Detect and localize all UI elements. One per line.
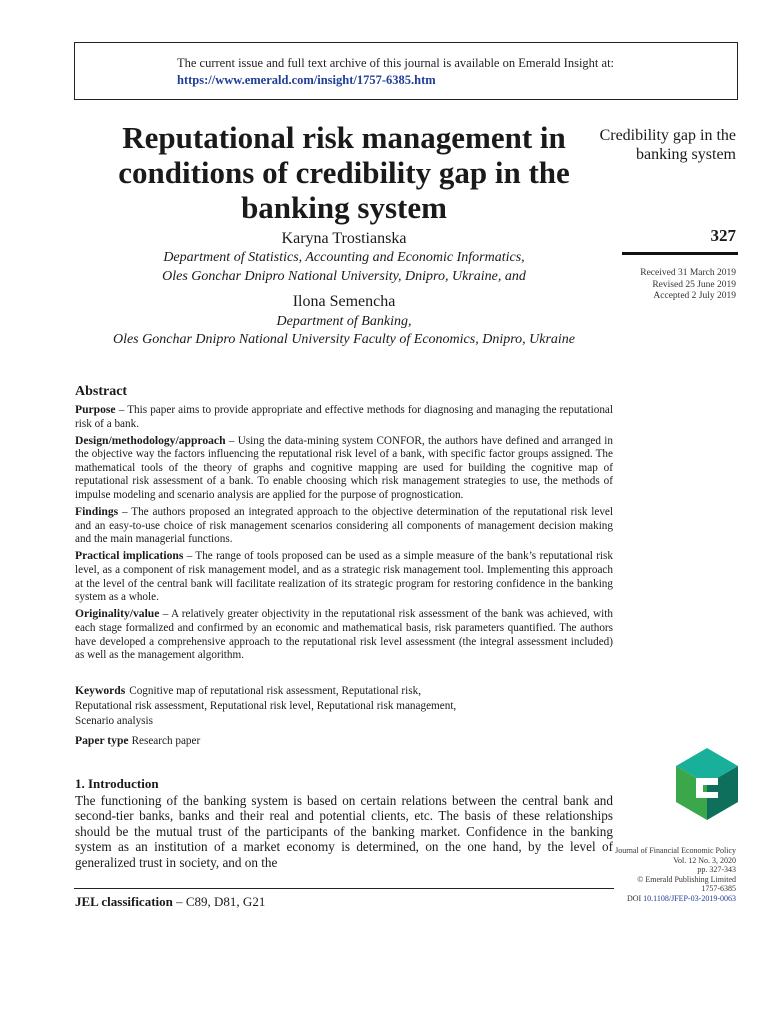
journal-issn: 1757-6385 — [701, 884, 736, 894]
submission-dates — [640, 268, 736, 303]
author-affiliation-1a: Department of Statistics, Accounting and Economic Informatics, — [163, 250, 525, 265]
jel-label: JEL classification — [75, 894, 173, 909]
abstract-practical-implications — [75, 549, 613, 604]
abstract-section-text: – This paper aims to provide appropriate and effective methods for diagnosing and managing the reputational risk of a bank. — [75, 404, 613, 430]
footer-divider — [74, 888, 614, 889]
introduction-heading: 1. Introduction — [75, 776, 159, 791]
page-number-rule — [622, 252, 738, 255]
journal-pages: pp. 327-343 — [697, 865, 736, 875]
abstract-originality — [75, 607, 613, 662]
abstract-section-text: – The authors proposed an integrated approach to the objective determination of the reputational risk level and an easy-to-use choice of risk management scenarios considering all components of management decision making and the main managerial functions. — [75, 506, 613, 546]
abstract-findings — [75, 505, 613, 547]
archive-notice-text: The current issue and full text archive of this journal is available on Emerald Insight at: — [177, 56, 615, 70]
doi-label: DOI — [626, 893, 642, 903]
abstract-section-text: – A relatively greater objectivity in the reputational risk assessment of the bank was achieved, with each stage formalized and confirmed by an economic and mathematical basis, risk parameters quantified. The authors have developed a comprehensive approach to the reputational risk level assessment (the integral assessment included) as well as the management algorithm. — [75, 608, 613, 662]
abstract-section-text: – Using the data-mining system CONFOR, the authors have defined and arranged in the objective way the factors influencing the reputational risk level of a bank, with specific factor groups assigned. The mathematical tools of the theory of graphs and cognitive mapping are used for building the cognitive map of reputational risk assessment of a bank. To enable choosing which risk management strategies to use, the methods of impulse modeling and scenario analysis are applied for the purpose of prognostication. — [75, 434, 613, 502]
author-affiliation-2b: Oles Gonchar Dnipro National University Faculty of Economics, Dnipro, Ukraine — [112, 332, 576, 347]
jel-codes: – C89, D81, G21 — [172, 894, 266, 909]
journal-publisher: © Emerald Publishing Limited — [637, 874, 736, 884]
introduction-text: The functioning of the banking system is based on certain relations between the central bank and second-tier banks, banks and their real and potential clients, etc. The basis of these relationships should be the mutual trust of the participants of the banking market. Confidence in the banking system as an institution of a market economy is determined, on the one hand, by the level of generalized trust in society, and on the — [75, 793, 613, 870]
abstract-section-text: – The range of tools proposed can be used as a simple measure of the bank’s reputational risk level, as a component of risk management model, and as a strategic risk management tool. Implementing this approach at the level of the central bank will facilitate realization of its strategic program for restoring confidence in the banking system as a whole. — [75, 550, 613, 604]
abstract-section-label: Design/methodology/approach — [75, 433, 226, 447]
abstract-section-label: Findings — [75, 505, 119, 519]
author-name-2: Ilona Semencha — [292, 293, 396, 310]
journal-name: Journal of Financial Economic Policy — [615, 846, 736, 855]
keywords-line — [75, 683, 613, 699]
abstract-section-label: Purpose — [75, 403, 116, 416]
journal-doi — [596, 894, 736, 904]
accepted-date: Accepted 2 July 2019 — [653, 291, 736, 301]
author-affiliation-1b: Oles Gonchar Dnipro National University, Dnipro, Ukraine, and — [162, 269, 526, 284]
author-affiliation-2a: Department of Banking, — [276, 314, 412, 329]
abstract-section-label: Practical implications — [75, 549, 184, 563]
keywords-label: Keywords — [75, 684, 126, 697]
paper-type-value: Research paper — [131, 735, 201, 747]
abstract-section-label: Originality/value — [75, 607, 160, 621]
keywords-line: Reputational risk assessment, Reputational risk level, Reputational risk management, — [75, 700, 457, 712]
journal-volume: Vol. 12 No. 3, 2020 — [673, 855, 736, 865]
keywords — [75, 683, 613, 729]
archive-notice — [177, 55, 614, 89]
abstract-purpose — [75, 403, 613, 431]
received-date: Received 31 March 2019 — [640, 268, 736, 278]
author-name-1: Karyna Trostianska — [281, 230, 407, 247]
paper-type — [75, 734, 200, 747]
archive-url-link[interactable]: https://www.emerald.com/insight/1757-6385.htm — [177, 73, 436, 87]
abstract-heading: Abstract — [75, 384, 128, 399]
paper-title: Reputational risk management in conditions of credibility gap in the banking system — [118, 120, 570, 225]
keywords-line: Scenario analysis — [75, 715, 153, 727]
emerald-publishing-logo-icon — [676, 748, 738, 820]
paper-type-label: Paper type — [75, 734, 129, 747]
keywords-text: Cognitive map of reputational risk assessment, Reputational risk, — [129, 685, 422, 697]
journal-citation — [596, 846, 736, 904]
jel-classification — [75, 894, 265, 910]
archive-notice-box — [74, 42, 738, 100]
abstract-design — [75, 434, 613, 503]
revised-date: Revised 25 June 2019 — [652, 279, 736, 290]
running-head: Credibility gap in the banking system — [599, 127, 736, 163]
page-number: 327 — [710, 226, 736, 245]
doi-link[interactable]: 10.1108/JFEP-03-2019-0063 — [643, 893, 736, 903]
abstract-body — [75, 403, 613, 665]
